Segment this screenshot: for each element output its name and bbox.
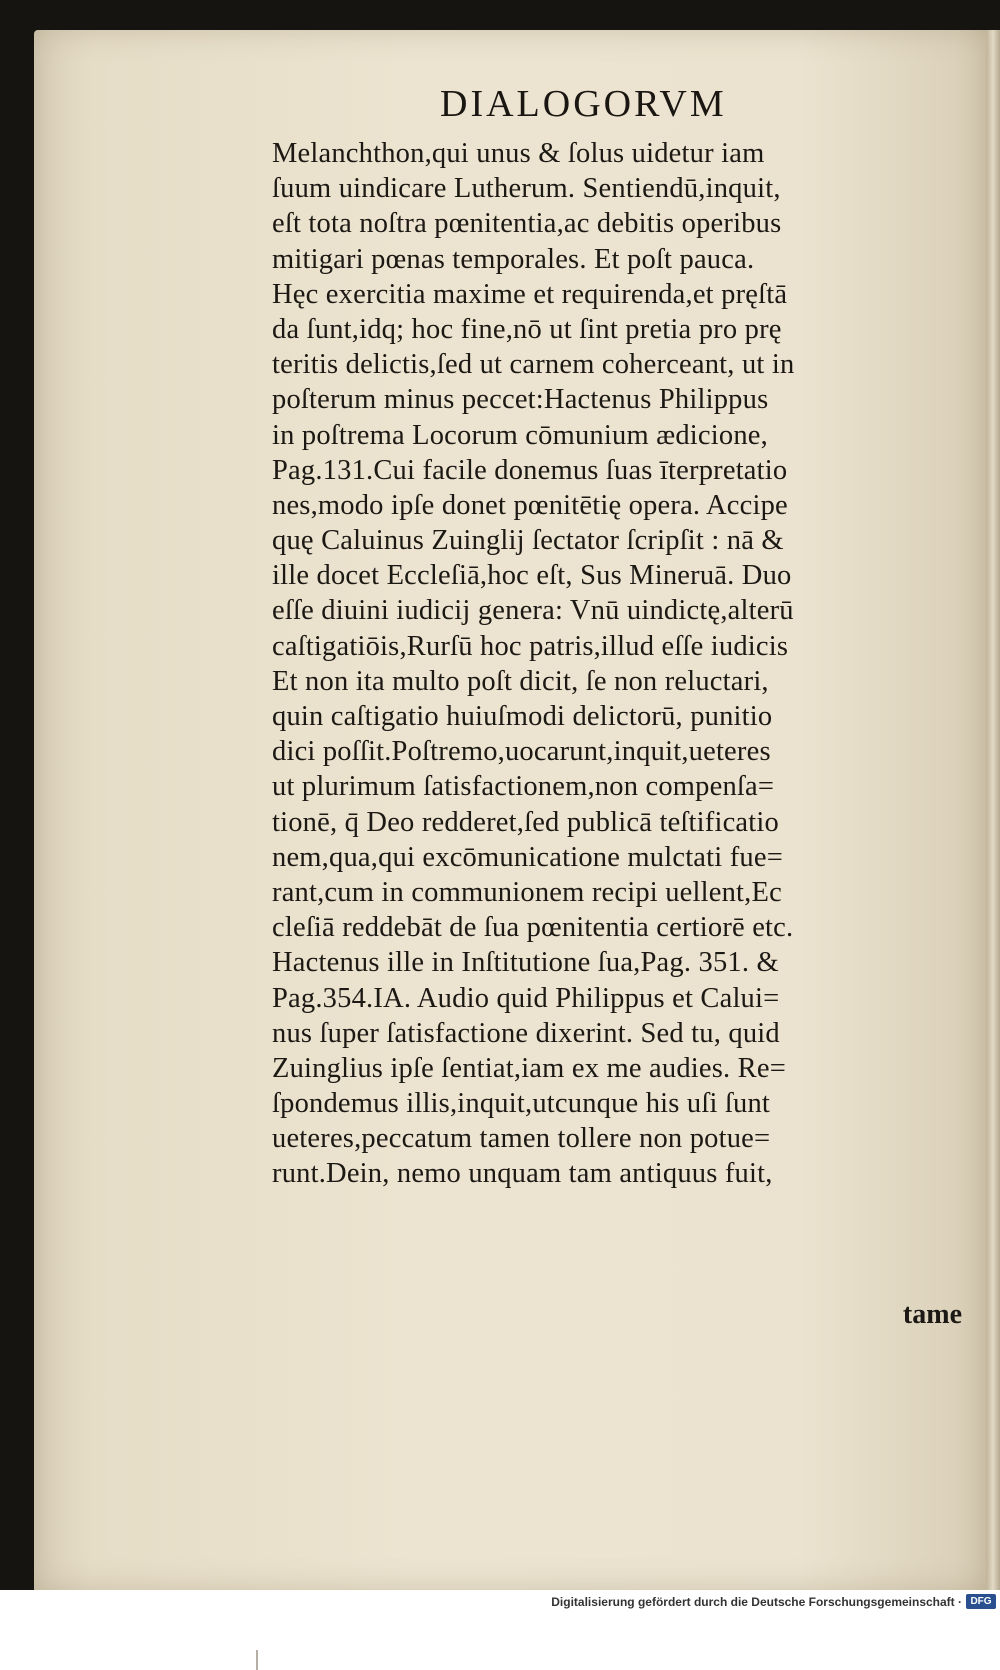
text-line: tionē, q̄ Deo redderet,ſed publicā teſtificatio (272, 806, 779, 838)
text-line: cleſiā reddebāt de ſua pœnitentia certiorē etc. (272, 912, 794, 944)
text-line: eſt tota noſtra pœnitentia,ac debitis operibus (272, 208, 782, 240)
text-line: Melanchthon,qui unus & ſolus uidetur iam (272, 138, 765, 169)
text-line: caſtigatiōis,Rurſū hoc patris,illud eſſe iudicis (272, 630, 789, 662)
text-line: ſpondemus illis,inquit,utcunque his uſi ſunt (272, 1088, 771, 1120)
text-line: in poſtrema Locorum cōmunium ædicione, (272, 419, 768, 451)
text-line: Pag.354.IA. Audio quid Philippus et Calui= (272, 982, 780, 1014)
text-line: rant,cum in communionem recipi uellent,Ec (272, 876, 782, 908)
text-line: ut plurimum ſatisfactionem,non compenſa= (272, 771, 775, 803)
page-edge (986, 30, 1000, 1590)
text-line: ueteres,peccatum tamen tollere non potue= (272, 1123, 771, 1155)
text-line: quę Caluinus Zuinglij ſectator ſcripſit : nā & (272, 525, 784, 557)
text-line: poſterum minus peccet:Hactenus Philippus (272, 384, 769, 416)
page-smudge (256, 1650, 258, 1670)
text-line: eſſe diuini iudicij genera: Vnū uindictę,alterū (272, 595, 794, 627)
text-line: runt.Dein, nemo unquam tam antiquus fuit, (272, 1158, 773, 1190)
text-line: ille docet Eccleſiā,hoc eſt, Sus Mineruā. Duo (272, 560, 792, 592)
text-line: Pag.131.Cui facile donemus ſuas īterpretatio (272, 454, 788, 486)
footer (0, 1590, 1000, 1615)
text-line: Hęc exercitia maxime et requirenda,et pręſtā (272, 278, 788, 310)
text-line: dici poſſit.Poſtremo,uocarunt,inquit,ueteres (272, 736, 771, 768)
text-line: teritis delictis,ſed ut carnem coherceant, ut in (272, 349, 795, 381)
text-block (272, 136, 972, 1192)
running-title: DIALOGORVM (440, 83, 727, 125)
text-line: quin caſtigatio huiuſmodi delictorū, punitio (272, 701, 773, 732)
text-line: Zuinglius ipſe ſentiat,iam ex me audies. Re= (272, 1052, 787, 1084)
text-line: Hactenus ille in Inſtitutione ſua,Pag. 351. & (272, 947, 779, 979)
catchword: tame (902, 1299, 962, 1330)
footer-credit: Digitalisierung gefördert durch die Deutsche Forschungsgemeinschaft · (551, 1595, 962, 1609)
text-line: ſuum uindicare Lutherum. Sentiendū,inquit, (272, 173, 781, 205)
text-line: nem,qua,qui excōmunicatione mulctati fue= (272, 841, 783, 873)
text-line: da ſunt,idq; hoc fine,nō ut ſint pretia pro prę (272, 313, 782, 345)
text-line: nus ſuper ſatisfactione dixerint. Sed tu, quid (272, 1017, 780, 1049)
text-line: nes,modo ipſe donet pœnitētię opera. Accipe (272, 489, 788, 521)
dfg-logo: DFG (966, 1594, 996, 1609)
text-line: Et non ita multo poſt dicit, ſe non reluctari, (272, 665, 769, 697)
text-line: mitigari pœnas temporales. Et poſt pauca. (272, 243, 755, 275)
